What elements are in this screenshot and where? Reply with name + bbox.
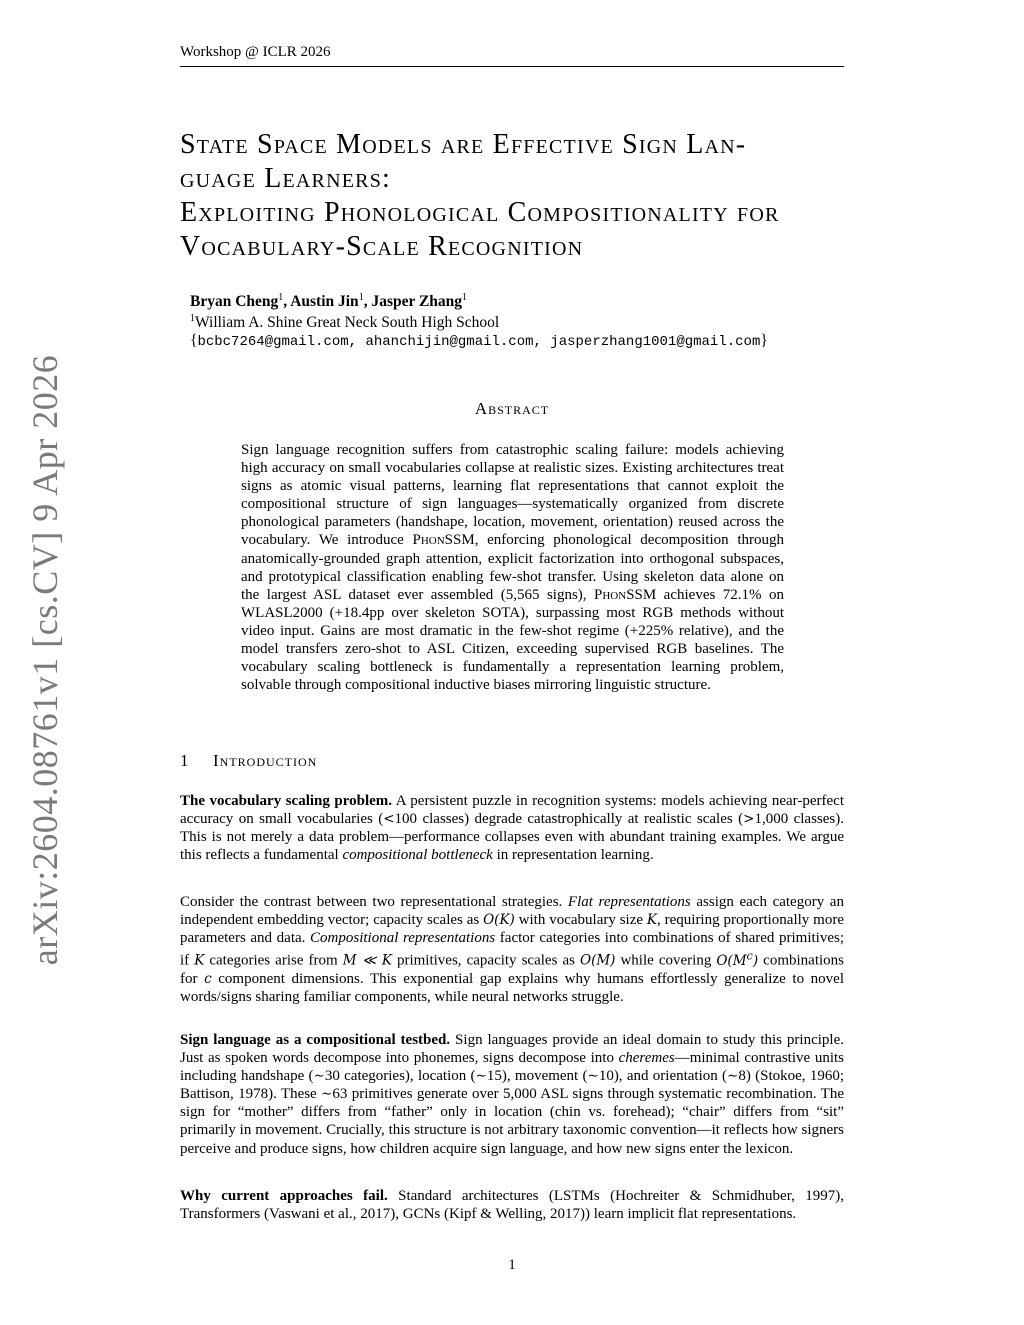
paragraph-representational-strategies: Consider the contrast between two representational strategies. Flat representations assign each category an independent embedding vector; capacity scales as O(K) with vocabulary size K, requiring proportionally more parameters and data. Compositional representations factor categories into combinations of shared primitives; if K categories arise from M ≪ K primitives, capacity scales as O(M) while covering $O(M^c)$ combinations for c component dimensions. This exponential gap explains why humans effortlessly generalize to novel words/signs sharing familiar components, while neural networks struggle.: [180, 894, 845, 1005]
email-list: bcbc7264@gmail.com, ahanchijin@gmail.com, jasperzhang1001@gmail.com: [197, 334, 761, 350]
emphasis: cheremes: [618, 1050, 675, 1067]
emphasis: Compositional representations: [310, 930, 496, 947]
author-name: Jasper Zhang: [371, 293, 463, 311]
page-number: 1: [508, 1257, 516, 1273]
paragraph-lead: Why current approaches fail.: [180, 1188, 388, 1204]
author-list: Bryan Cheng$^1$, Austin Jin$^1$, Jasper Zhang$^1$: [190, 292, 468, 311]
affiliation-name: William A. Shine Great Neck South High School: [195, 314, 500, 332]
abstract-heading: Abstract: [474, 399, 550, 418]
header-rule: [180, 66, 844, 67]
model-name: PhonSSM: [594, 586, 657, 603]
paragraph-lead: The vocabulary scaling problem.: [180, 793, 393, 809]
author-affil-mark: 1: [462, 292, 468, 303]
model-name: PhonSSM: [412, 532, 475, 549]
title-line-4: Vocabulary-Scale Recognition: [180, 231, 584, 262]
emphasis: Flat representations: [567, 894, 691, 910]
arxiv-identifier: arXiv:2604.08761v1 [cs.CV] 9 Apr 2026: [25, 354, 65, 966]
title-line-1: State Space Models are Effective Sign Lan-: [180, 129, 747, 160]
author-name: Austin Jin: [290, 293, 359, 311]
author-affil-mark: 1: [278, 292, 284, 303]
section-number: 1: [180, 751, 189, 770]
author-emails: {bcbc7264@gmail.com, ahanchijin@gmail.com, jasperzhang1001@gmail.com}: [190, 332, 768, 350]
section-title: Introduction: [213, 751, 318, 770]
paragraph-vocabulary-scaling: The vocabulary scaling problem. A persistent puzzle in recognition systems: models achieving near-perfect accuracy on small vocabularies (<100 classes) degrade catastrophically at realistic scales (>1,000 classes). This is not merely a data problem—performance collapses even with abundant training examples. We argue this reflects a fundamental compositional bottleneck in representation learning.: [180, 793, 844, 864]
emphasis: compositional bottleneck: [342, 847, 493, 864]
affiliation: [190, 313, 499, 332]
affiliation-mark: 1: [190, 313, 195, 324]
paper-title: [180, 128, 860, 264]
abstract-body: Sign language recognition suffers from catastrophic scaling failure: models achieving high accuracy on small vocabularies collapse at realistic sizes. Existing architectures treat signs as atomic visual patterns, learning flat representations that cannot exploit the compositional structure of sign languages—systematically organized from discrete phonological parameters (handshape, location, movement, orientation) reused across the vocabulary. We introduce PhonSSM, enforcing phonological decomposition through anatomically-grounded graph attention, explicit factorization into orthogonal subspaces, and prototypical classification enabling few-shot transfer. Using skeleton data alone on the largest ASL dataset ever assembled (5,565 signs), PhonSSM achieves 72.1% on WLASL2000 (+18.4pp over skeleton SOTA), surpassing most RGB methods without video input. Gains are most dramatic in the few-shot regime (+225% relative), and the model transfers zero-shot to ASL Citizen, exceeding supervised RGB baselines. The vocabulary scaling bottleneck is fundamentally a representation learning problem, solvable through compositional inductive biases mirroring linguistic structure.: [241, 442, 785, 694]
author-name: Bryan Cheng: [190, 293, 279, 311]
math-expression: O(K): [483, 912, 515, 929]
author-affil-mark: 1: [358, 292, 364, 303]
title-line-3: Exploiting Phonological Compositionality for: [180, 197, 780, 228]
section-heading-introduction: [180, 751, 317, 771]
paragraph-current-approaches: Why current approaches fail. Standard architectures (LSTMs (Hochreiter & Schmidhuber, 1997), Transformers (Vaswani et al., 2017), GCNs (Kipf & Welling, 2017)) learn implicit flat representations.: [180, 1188, 844, 1223]
paragraph-sign-language-testbed: Sign language as a compositional testbed. Sign languages provide an ideal domain to study this principle. Just as spoken words decompose into phonemes, signs decompose into cheremes—minimal contrastive units including handshape (∼30 categories), location (∼15), movement (∼10), and orientation (∼8) (Stokoe, 1960; Battison, 1978). These ∼63 primitives generate over 5,000 ASL signs through systematic recombination. The sign for “mother” differs from “father” only in location (chin vs. forehead); “chair” differs from “sit” primarily in movement. Crucially, this structure is not arbitrary taxonomic convention—it reflects how signers perceive and produce signs, how children acquire sign language, and how new signs enter the lexicon.: [180, 1032, 844, 1157]
title-line-2: guage Learners:: [180, 163, 391, 194]
venue-header: Workshop @ ICLR 2026: [180, 44, 331, 60]
paragraph-lead: Sign language as a compositional testbed.: [180, 1032, 451, 1048]
